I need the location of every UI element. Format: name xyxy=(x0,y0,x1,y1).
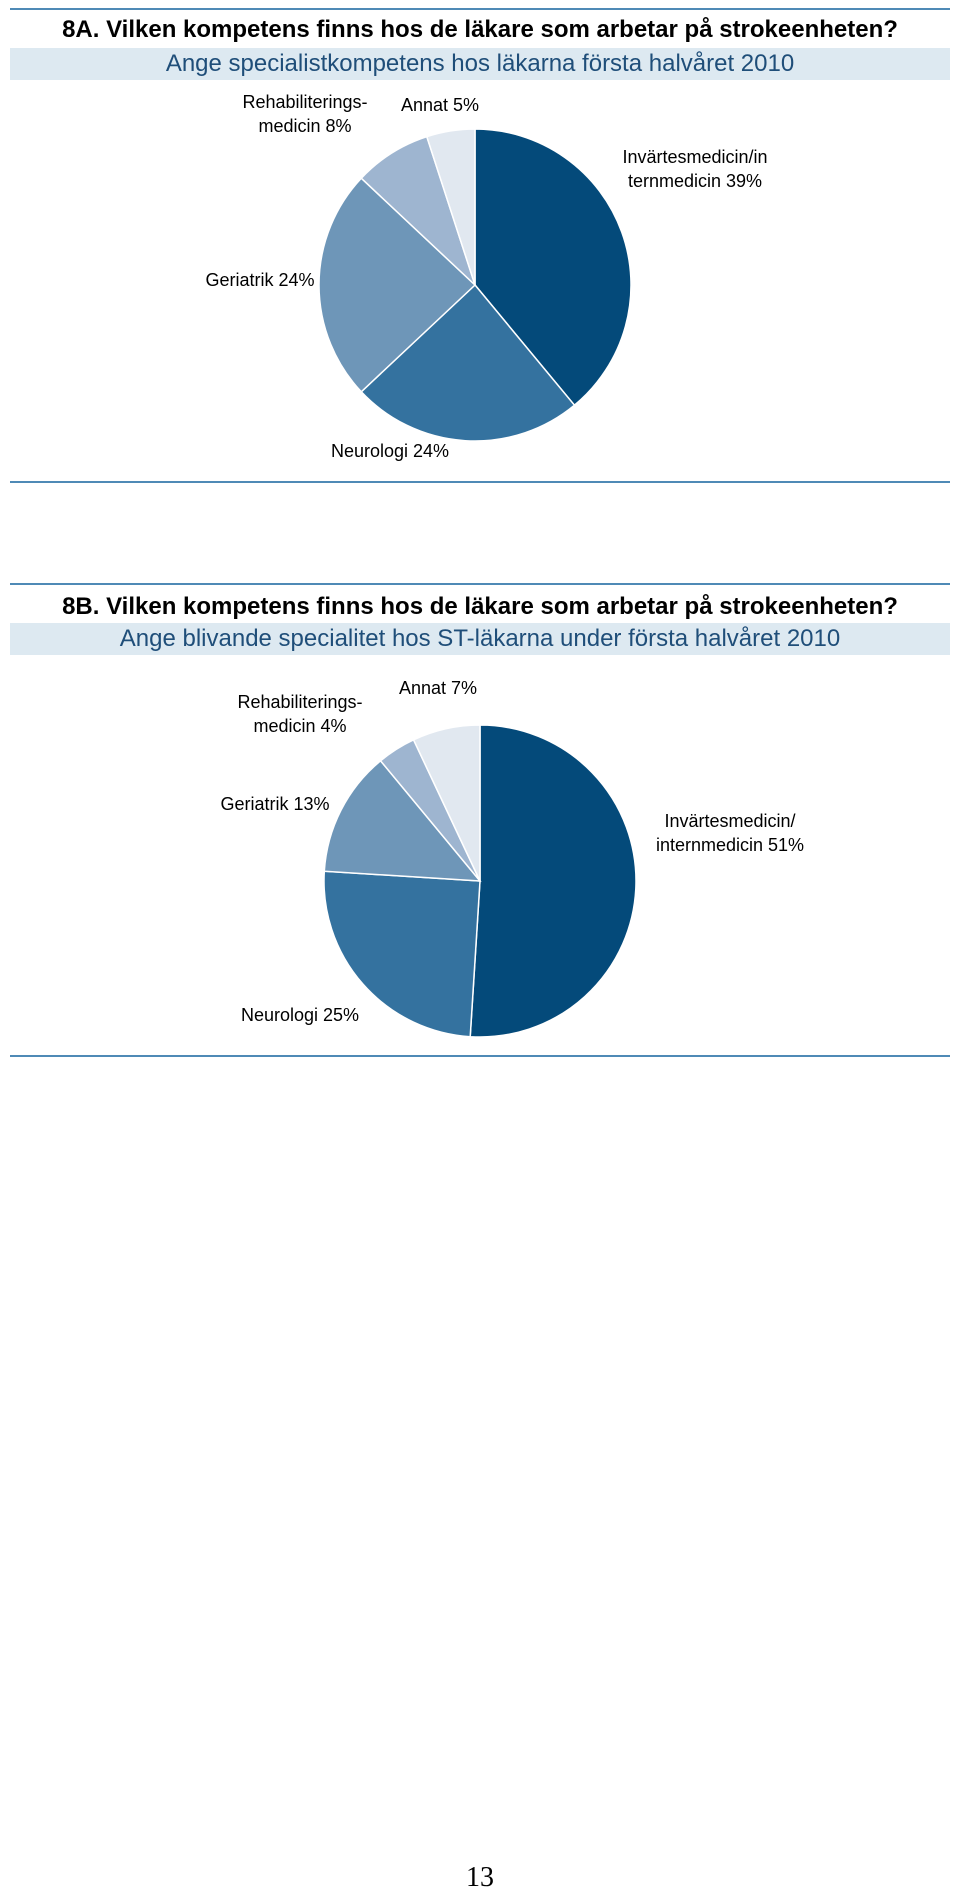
chart-title: 8A. Vilken kompetens finns hos de läkare som arbetar på strokeenheten? xyxy=(62,16,898,43)
slice-label-rehabiliteringsmedicin: Rehabiliterings- medicin 8% xyxy=(242,92,368,136)
slice-label-internmedicin: Invärtesmedicin/in ternmedicin 39% xyxy=(622,147,768,191)
panel-bottom-rule xyxy=(10,481,950,483)
slice-label-internmedicin: Invärtesmedicin/ internmedicin 51% xyxy=(655,811,805,855)
chart-panel-8a xyxy=(10,8,950,488)
chart-panel-8b xyxy=(10,583,950,1063)
pie-chart-8a xyxy=(10,8,950,488)
chart-subtitle: Ange specialistkompetens hos läkarna första halvåret 2010 xyxy=(10,48,950,80)
slice-label-rehabiliteringsmedicin: Rehabiliterings- medicin 4% xyxy=(237,692,363,736)
slice-label-geriatrik: Geriatrik 24% xyxy=(205,270,315,290)
chart-title: 8B. Vilken kompetens finns hos de läkare som arbetar på strokeenheten? xyxy=(62,593,898,620)
slice-label-annat: Annat 7% xyxy=(398,678,478,698)
panel-bottom-rule xyxy=(10,1055,950,1057)
slice-label-geriatrik: Geriatrik 13% xyxy=(220,794,330,814)
page-number: 13 xyxy=(466,1862,494,1893)
slice-label-annat: Annat 5% xyxy=(400,95,480,115)
pie-slice-internmedicin xyxy=(470,725,636,1037)
slice-label-neurologi: Neurologi 24% xyxy=(330,441,450,461)
chart-subtitle: Ange blivande specialitet hos ST-läkarna under första halvåret 2010 xyxy=(10,623,950,655)
slice-label-neurologi: Neurologi 25% xyxy=(240,1005,360,1025)
